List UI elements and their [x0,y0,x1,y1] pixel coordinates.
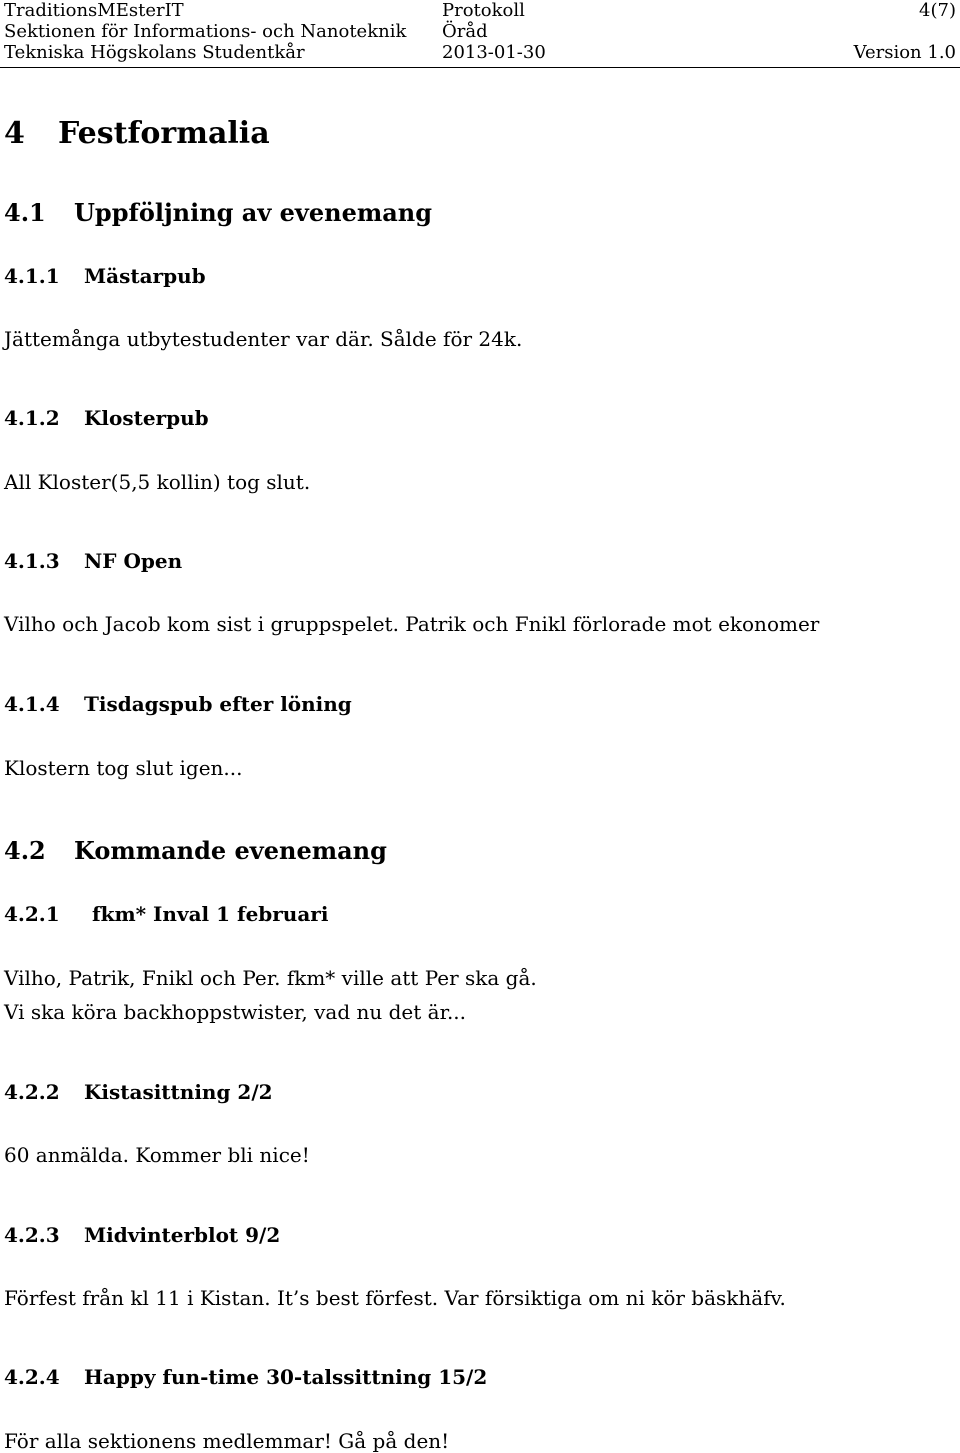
subsubsection-title: fkm* Inval 1 februari [92,902,329,926]
subsubsection-title: NF Open [84,549,183,573]
subsubsection-heading-4-2-2 [4,1080,273,1104]
paragraph-4-1-2: All Kloster(5,5 kollin) tog slut. [4,470,311,494]
section-number: 4 [4,116,25,151]
paragraph-4-2-3: Förfest från kl 11 i Kistan. It’s best förfest. Var försiktiga om ni kör bäskhäfv. [4,1286,786,1310]
header-row-1 [4,0,956,22]
header-row-2 [4,21,956,43]
paragraph-4-2-1-line-1: Vilho, Patrik, Fnikl och Per. fkm* ville att Per ska gå. [4,966,537,990]
paragraph-4-1-1: Jättemånga utbytestudenter var där. Sålde för 24k. [4,327,523,351]
subsubsection-heading-4-1-3 [4,549,182,573]
paragraph-4-2-4: För alla sektionens medlemmar! Gå på den! [4,1429,450,1453]
header-page-number: 4(7) [919,0,956,21]
header-organization: TraditionsMEsterIT [4,0,184,21]
subsection-title: Kommande evenemang [74,836,387,865]
subsection-title: Uppföljning av evenemang [74,198,433,227]
subsubsection-number: 4.1.2 [4,406,60,430]
header-date: 2013-01-30 [442,42,546,63]
subsubsection-title: Midvinterblot 9/2 [84,1223,281,1247]
header-meeting-type: Öråd [442,21,488,42]
subsubsection-heading-4-1-4 [4,692,352,716]
subsection-number: 4.1 [4,198,46,227]
subsubsection-heading-4-2-1 [4,902,328,926]
subsubsection-title: Mästarpub [84,264,206,288]
subsubsection-title: Tisdagspub efter löning [84,692,352,716]
section-heading [4,116,270,151]
paragraph-4-2-2: 60 anmälda. Kommer bli nice! [4,1143,310,1167]
subsubsection-number: 4.1.1 [4,264,60,288]
subsubsection-heading-4-1-1 [4,264,206,288]
subsection-number: 4.2 [4,836,46,865]
header-union-name: Tekniska Högskolans Studentkår [4,42,305,63]
section-title: Festformalia [58,116,270,151]
header-row-3 [4,42,956,64]
subsubsection-number: 4.2.1 [4,902,60,926]
subsection-heading-4-1 [4,198,432,227]
header-rule [0,67,960,68]
subsubsection-number: 4.1.4 [4,692,60,716]
subsubsection-number: 4.2.4 [4,1365,60,1389]
paragraph-4-1-3: Vilho och Jacob kom sist i gruppspelet. Patrik och Fnikl förlorade mot ekonomer [4,612,820,636]
subsubsection-title: Klosterpub [84,406,209,430]
subsubsection-number: 4.2.2 [4,1080,60,1104]
subsubsection-title: Happy fun-time 30-talssittning 15/2 [84,1365,488,1389]
subsubsection-heading-4-1-2 [4,406,209,430]
subsubsection-title: Kistasittning 2/2 [84,1080,273,1104]
paragraph-4-2-1-line-2: Vi ska köra backhoppstwister, vad nu det är... [4,1000,467,1024]
header-doc-type: Protokoll [442,0,525,21]
subsubsection-heading-4-2-3 [4,1223,280,1247]
header-section-name: Sektionen för Informations- och Nanoteknik [4,21,407,42]
subsubsection-number: 4.2.3 [4,1223,60,1247]
subsubsection-number: 4.1.3 [4,549,60,573]
paragraph-4-1-4: Klostern tog slut igen... [4,756,243,780]
subsubsection-heading-4-2-4 [4,1365,487,1389]
subsection-heading-4-2 [4,836,387,865]
header-version: Version 1.0 [853,42,956,63]
